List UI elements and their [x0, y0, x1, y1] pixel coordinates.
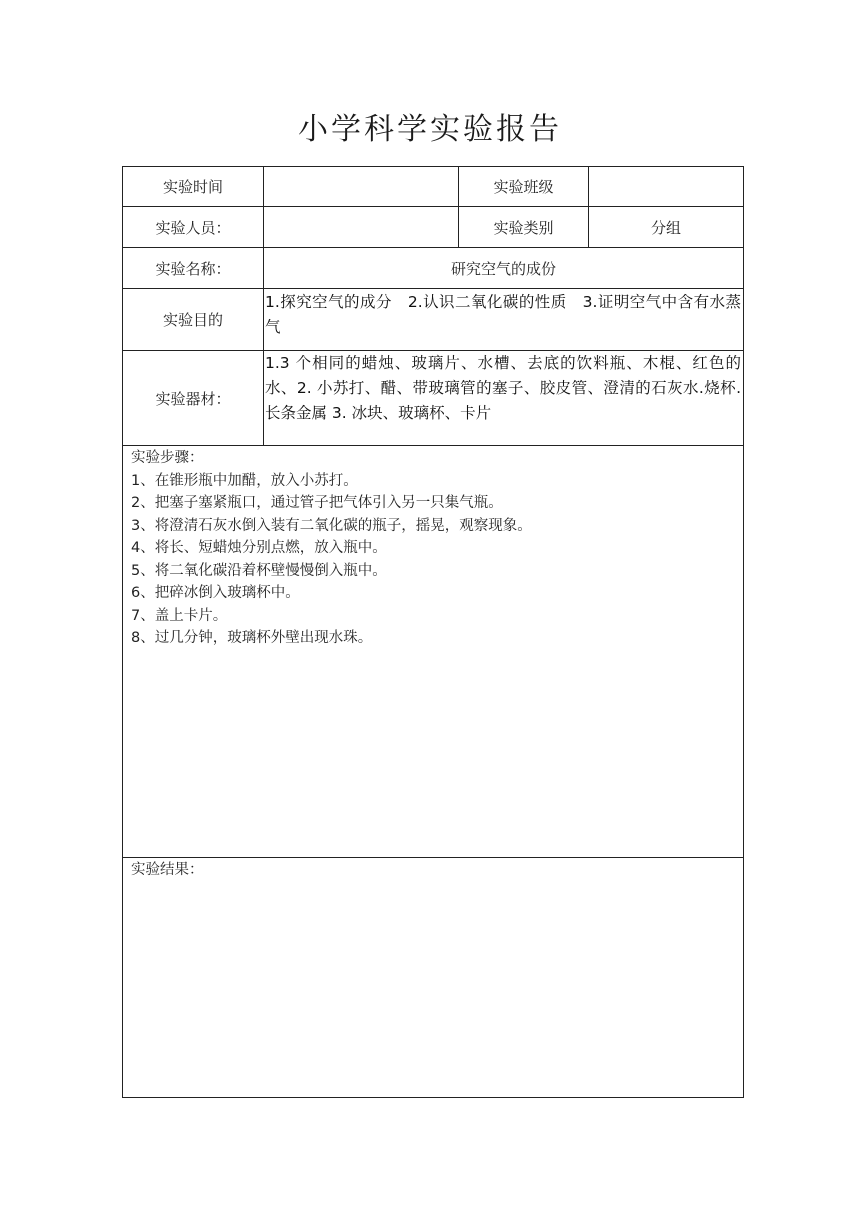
type-label: 实验类别 [493, 218, 554, 237]
purpose-value: 1.探究空气的成分 2.认识二氧化碳的性质 3.证明空气中含有水蒸气 [265, 293, 741, 336]
step-item: 4、将长、短蜡烛分别点燃，放入瓶中。 [131, 540, 387, 556]
class-value [589, 167, 743, 206]
row-divider [123, 857, 743, 858]
steps-section [131, 447, 731, 650]
step-item: 7、盖上卡片。 [131, 607, 228, 624]
type-value: 分组 [650, 218, 681, 237]
step-item: 3、将澄清石灰水倒入装有二氧化碳的瓶子，摇晃，观察现象。 [131, 517, 532, 534]
step-item: 5、将二氧化碳沿着杯壁慢慢倒入瓶中。 [131, 562, 387, 579]
step-item: 6、把碎冰倒入玻璃杯中。 [131, 585, 300, 601]
report-title: 小学科学实验报告 [298, 112, 562, 147]
class-label: 实验班级 [493, 178, 554, 196]
time-label: 实验时间 [162, 178, 223, 196]
step-item: 2、把塞子塞紧瓶口，通过管子把气体引入另一只集气瓶。 [131, 495, 503, 511]
result-label: 实验结果： [131, 862, 204, 878]
experiment-name-label: 实验名称： [155, 259, 231, 278]
purpose-label: 实验目的 [162, 311, 223, 329]
equipment-label: 实验器材： [155, 389, 231, 408]
report-table [122, 166, 744, 1098]
step-item: 8、过几分钟，玻璃杯外壁出现水珠。 [131, 630, 373, 646]
equipment-value: 1.3 个相同的蜡烛、玻璃片、水槽、去底的饮料瓶、木棍、红色的水、2. 小苏打、醋、带玻璃管的塞子、胶皮管、澄清的石灰水.烧杯.长条金属 3. 冰块、玻璃杯、卡片 [265, 354, 741, 422]
people-value [264, 207, 458, 247]
experiment-name-value: 研究空气的成份 [450, 259, 556, 278]
people-label: 实验人员： [155, 218, 231, 237]
time-value [264, 167, 458, 206]
step-item: 1、在锥形瓶中加醋，放入小苏打。 [131, 472, 358, 489]
result-section [131, 859, 731, 882]
row-divider [123, 445, 743, 446]
steps-label: 实验步骤： [131, 450, 204, 466]
